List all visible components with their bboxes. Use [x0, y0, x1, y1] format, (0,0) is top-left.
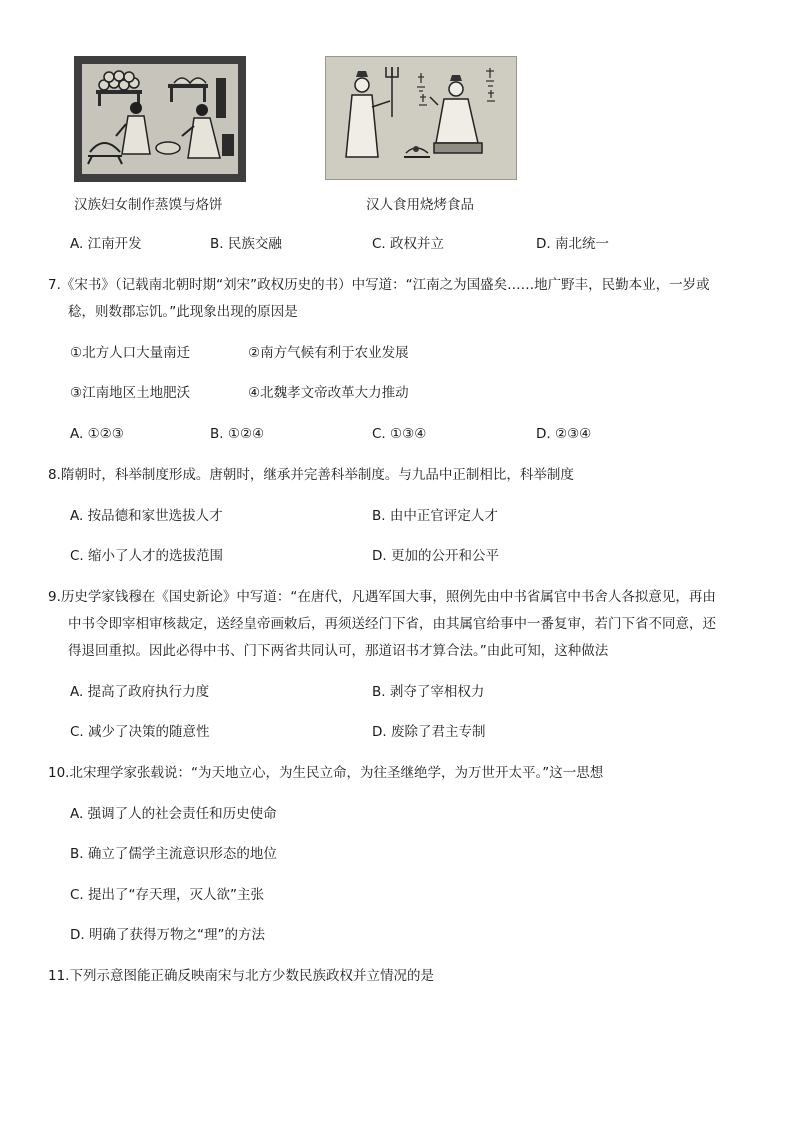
mural-drawing [326, 57, 516, 179]
q7-option-b[interactable]: B. ①②④ [210, 426, 265, 442]
q6-option-b[interactable]: B. 民族交融 [210, 236, 282, 252]
q10-option-b[interactable]: B. 确立了儒学主流意识形态的地位 [70, 846, 277, 862]
q9-option-d[interactable]: D. 废除了君主专制 [372, 724, 486, 740]
q10-stem: 10.北宋理学家张载说：“为天地立心，为生民立命，为往圣继绝学，为万世开太平。”这一思想 [48, 765, 604, 781]
q7-stem-line2: 稔，则数郡忘饥。”此现象出现的原因是 [68, 304, 298, 320]
image-caption-roasting: 汉人食用烧烤食品 [366, 197, 474, 213]
q9-option-a[interactable]: A. 提高了政府执行力度 [70, 684, 210, 700]
q9-option-b[interactable]: B. 剥夺了宰相权力 [372, 684, 485, 700]
q7-statement-2: ②南方气候有利于农业发展 [248, 345, 409, 361]
q8-option-c[interactable]: C. 缩小了人才的选拔范围 [70, 548, 224, 564]
q7-statement-4: ④北魏孝文帝改革大力推动 [248, 385, 409, 401]
image-caption-cooking: 汉族妇女制作蒸馍与烙饼 [74, 197, 223, 213]
q6-option-a[interactable]: A. 江南开发 [70, 236, 142, 252]
q7-statement-3: ③江南地区土地肥沃 [70, 385, 191, 401]
q8-option-a[interactable]: A. 按品德和家世选拔人才 [70, 508, 223, 524]
q8-option-b[interactable]: B. 由中正官评定人才 [372, 508, 498, 524]
q9-option-c[interactable]: C. 减少了决策的随意性 [70, 724, 210, 740]
q11-stem: 11.下列示意图能正确反映南宋与北方少数民族政权并立情况的是 [48, 968, 434, 984]
q6-option-c[interactable]: C. 政权并立 [372, 236, 445, 252]
q8-stem: 8.隋朝时，科举制度形成。唐朝时，继承并完善科举制度。与九品中正制相比，科举制度 [48, 467, 574, 483]
q8-option-d[interactable]: D. 更加的公开和公平 [372, 548, 499, 564]
mural-image-roasting [325, 56, 517, 180]
q9-stem-line1: 9.历史学家钱穆在《国史新论》中写道：“在唐代，凡遇军国大事，照例先由中书省属官中书舍人各拟意见，再由 [48, 589, 716, 605]
mural-panel [82, 64, 238, 174]
mural-drawing [82, 64, 238, 174]
q7-option-d[interactable]: D. ②③④ [536, 426, 592, 442]
q7-option-c[interactable]: C. ①③④ [372, 426, 427, 442]
q7-statement-1: ①北方人口大量南迁 [70, 345, 191, 361]
q9-stem-line3: 得退回重拟。因此必得中书、门下两省共同认可，那道诏书才算合法。”由此可知，这种做法 [68, 643, 609, 659]
q7-stem-line1: 7.《宋书》（记载南北朝时期“刘宋”政权历史的书）中写道：“江南之为国盛矣……地广野丰，民勤本业，一岁或 [48, 277, 710, 293]
q10-option-c[interactable]: C. 提出了“存天理，灭人欲”主张 [70, 887, 264, 903]
q7-option-a[interactable]: A. ①②③ [70, 426, 124, 442]
q10-option-a[interactable]: A. 强调了人的社会责任和历史使命 [70, 806, 277, 822]
q6-option-d[interactable]: D. 南北统一 [536, 236, 609, 252]
q10-option-d[interactable]: D. 明确了获得万物之“理”的方法 [70, 927, 265, 943]
q9-stem-line2: 中书令即宰相审核裁定，送经皇帝画敕后，再须送经门下省，由其属官给事中一番复审，若门下省不同意，还 [68, 616, 716, 632]
mural-image-cooking [74, 56, 246, 182]
